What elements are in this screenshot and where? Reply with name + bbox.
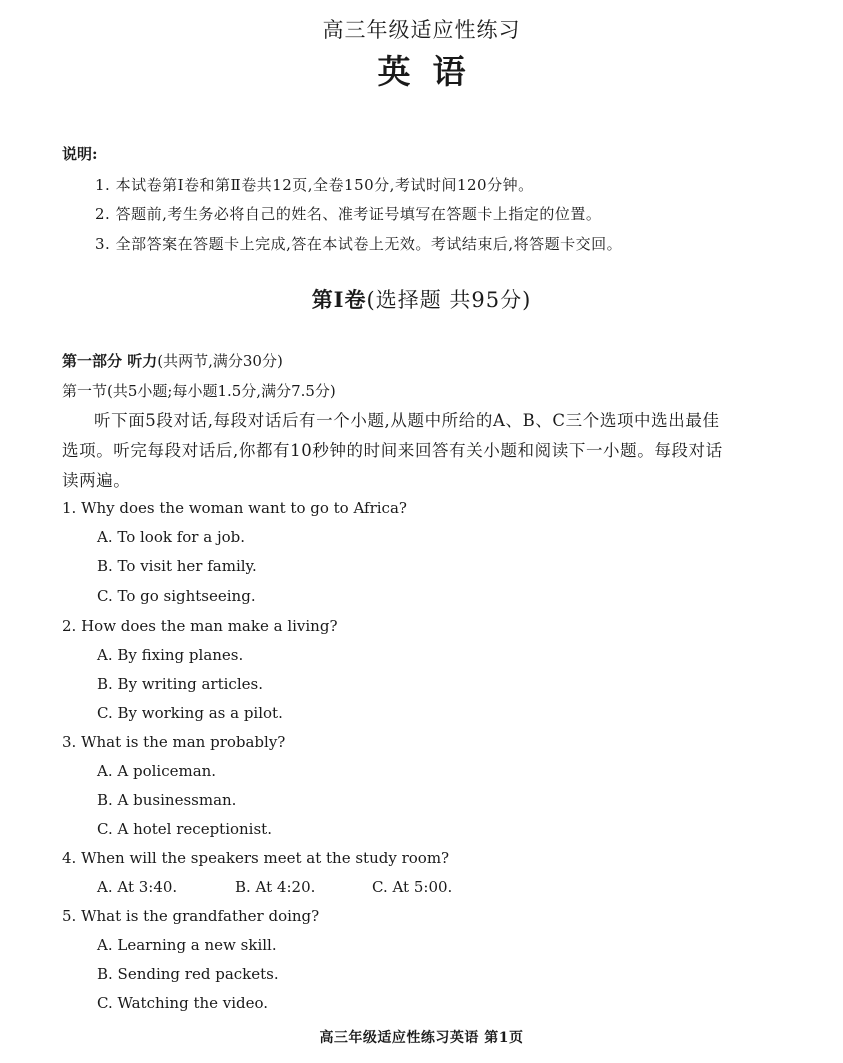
note-item: 1. 本试卷第Ⅰ卷和第Ⅱ卷共12页,全卷150分,考试时间120分钟。 [95, 176, 534, 194]
part-detail: (共两节,满分30分) [157, 352, 283, 370]
page-footer: 高三年级适应性练习英语 第1页 [319, 1030, 524, 1046]
answer-option: C. At 5:00. [372, 878, 453, 896]
answer-option: C. To go sightseeing. [97, 587, 256, 605]
instruction-line: 选项。听完每段对话后,你都有10秒钟的时间来回答有关小题和阅读下一小题。每段对话 [62, 441, 723, 460]
answer-option: C. By working as a pilot. [97, 704, 283, 722]
note-item: 3. 全部答案在答题卡上完成,答在本试卷上无效。考试结束后,将答题卡交回。 [95, 235, 623, 253]
section-heading: 第一节(共5小题;每小题1.5分,满分7.5分) [62, 382, 336, 400]
question-stem: 4. When will the speakers meet at the study room? [62, 849, 450, 867]
answer-option: B. To visit her family. [97, 557, 257, 575]
answer-option: A. At 3:40. [97, 878, 178, 896]
answer-option: A. Learning a new skill. [97, 936, 277, 954]
answer-option: A. A policeman. [97, 762, 217, 780]
answer-option: B. Sending red packets. [97, 965, 279, 983]
question-stem: 3. What is the man probably? [62, 733, 286, 751]
volume-title-detail: (选择题 共95分) [366, 288, 532, 312]
answer-option: A. By fixing planes. [97, 646, 244, 664]
question-stem: 2. How does the man make a living? [62, 617, 338, 635]
volume-title-main: 第Ⅰ卷 [311, 287, 367, 312]
volume-title [0, 284, 843, 314]
answer-option: B. By writing articles. [97, 675, 263, 693]
part-label: 第一部分 听力 [62, 352, 158, 370]
answer-option: B. A businessman. [97, 791, 237, 809]
question-stem: 1. Why does the woman want to go to Africa? [62, 499, 407, 517]
answer-option: C. A hotel receptionist. [97, 820, 272, 838]
subject-title: 英语 [377, 52, 488, 91]
note-item: 2. 答题前,考生务必将自己的姓名、准考证号填写在答题卡上指定的位置。 [95, 205, 602, 223]
answer-option: C. Watching the video. [97, 994, 269, 1012]
question-stem: 5. What is the grandfather doing? [62, 907, 320, 925]
exam-title: 高三年级适应性练习 [322, 18, 521, 42]
answer-option: A. To look for a job. [97, 528, 246, 546]
answer-option: B. At 4:20. [235, 878, 316, 896]
instruction-line: 听下面5段对话,每段对话后有一个小题,从题中所给的A、B、C三个选项中选出最佳 [94, 411, 720, 430]
instruction-line: 读两遍。 [62, 471, 131, 490]
part-heading [62, 350, 283, 371]
notes-heading: 说明: [62, 145, 98, 163]
